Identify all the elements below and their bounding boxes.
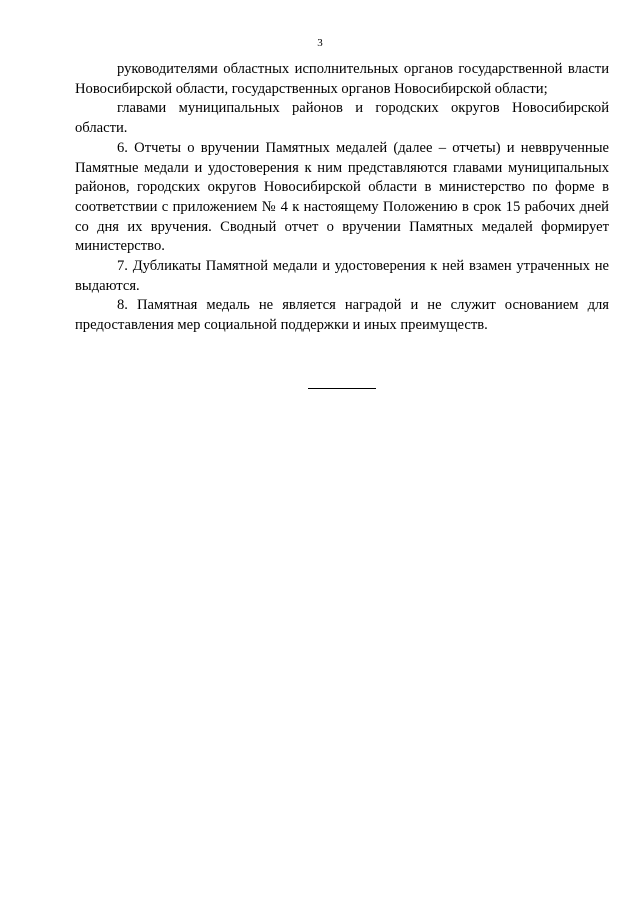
- document-body: [75, 60, 609, 336]
- paragraph-municipal-heads: главами муниципальных районов и городских округов Новосибирской области.: [75, 100, 609, 137]
- paragraph-item-8-status: 8. Памятная медаль не является наградой и не служит основанием для предоставления мер социальной поддержки и иных преимуществ.: [75, 297, 609, 334]
- paragraph-item-6-reports: 6. Отчеты о вручении Памятных медалей (далее – отчеты) и невврученные Памятные медали и удостоверения к ним представляются главами муниципальных районов, городских округов Новосибирской области в министерство по форме в соответствии с приложением № 4 к настоящему Положению в срок 15 рабочих дней со дня их вручения. Сводный отчет о вручении Памятных медалей формирует министерство.: [75, 139, 609, 255]
- page-number: 3: [317, 37, 323, 49]
- end-of-document-rule: [308, 388, 376, 389]
- paragraph-officials: руководителями областных исполнительных органов государственной власти Новосибирской области, государственных органов Новосибирской области;: [75, 61, 609, 97]
- paragraph-item-7-duplicates: 7. Дубликаты Памятной медали и удостоверения к ней взамен утраченных не выдаются.: [75, 258, 609, 294]
